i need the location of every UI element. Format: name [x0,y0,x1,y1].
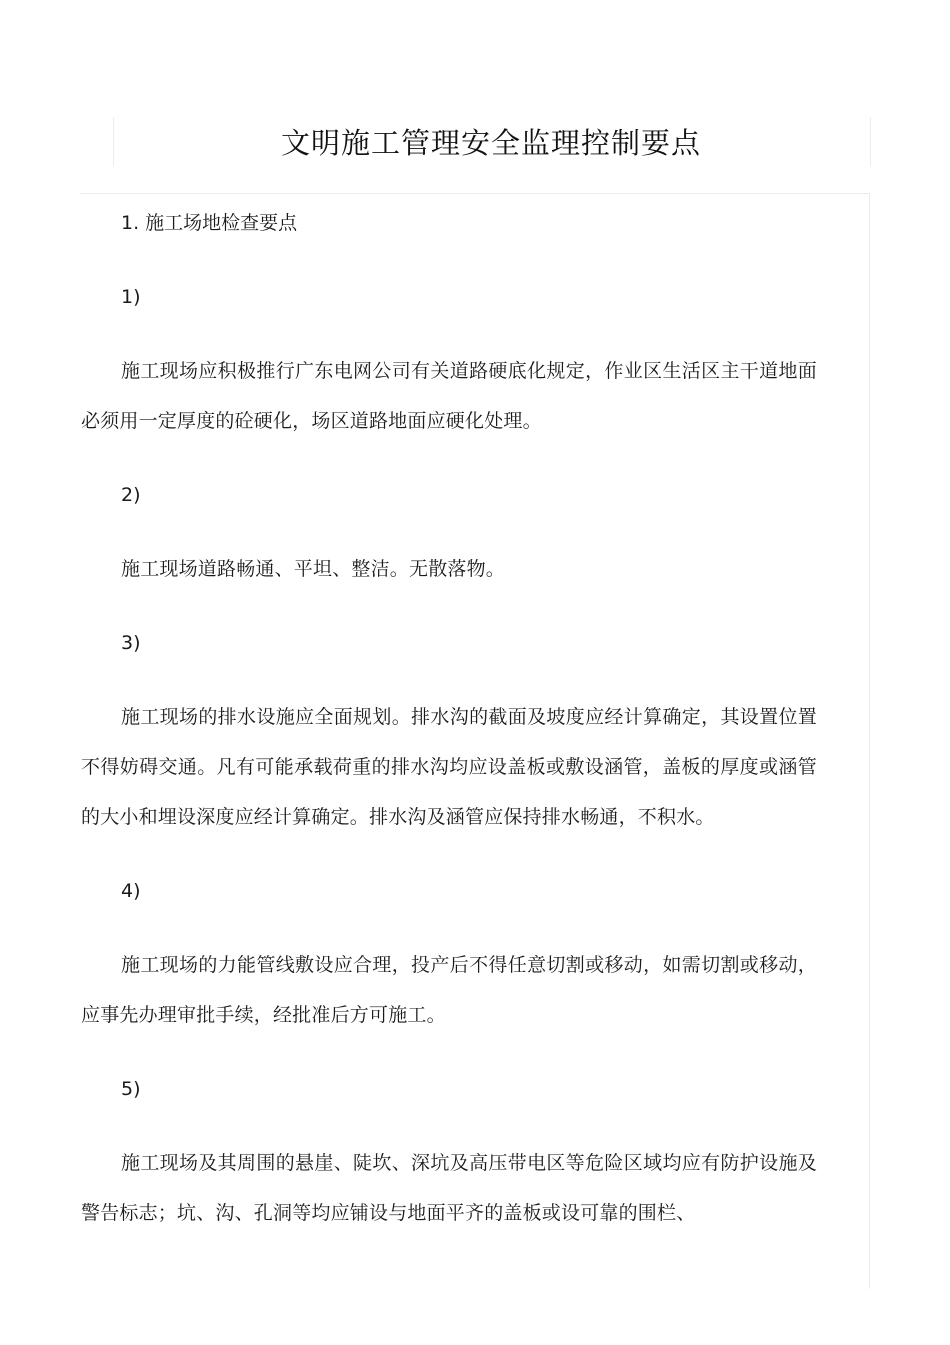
spacer [81,520,817,544]
spacer [81,668,817,692]
paragraph: 施工现场及其周围的悬崖、陡坎、深坑及高压带电区等危险区域均应有防护设施及警告标志；坑、沟、孔洞等均应铺设与地面平齐的盖板或设可靠的围栏、 [81,1152,817,1224]
paragraph: 施工现场的力能管线敷设应合理，投产后不得任意切割或移动，如需切割或移动，应事先办理审批手续，经批准后方可施工。 [81,954,817,1026]
spacer [81,248,817,272]
item-number: 4) [121,880,141,902]
spacer [81,916,817,940]
spacer [81,1114,817,1138]
spacer [81,1040,817,1064]
paragraph: 施工现场道路畅通、平坦、整洁。无散落物。 [121,558,506,580]
spacer [81,594,817,618]
document-body [81,198,817,1238]
page-title: 文明施工管理安全监理控制要点 [280,126,701,160]
paragraph: 施工现场应积极推行广东电网公司有关道路硬底化规定，作业区生活区主干道地面必须用一定厚度的砼硬化，场区道路地面应硬化处理。 [81,360,817,432]
item-number: 3) [121,632,141,654]
spacer [81,322,817,346]
spacer [81,842,817,866]
item-number: 5) [121,1078,141,1100]
paragraph: 施工现场的排水设施应全面规划。排水沟的截面及坡度应经计算确定，其设置位置不得妨碍交通。凡有可能承载荷重的排水沟均应设盖板或敷设涵管，盖板的厚度或涵管的大小和埋设深度应经计算确定。排水沟及涵管应保持排水畅通，不积水。 [81,706,817,828]
section-heading: 1. 施工场地检查要点 [121,212,298,234]
spacer [81,446,817,470]
item-number: 2) [121,484,141,506]
item-number: 1) [121,286,141,308]
